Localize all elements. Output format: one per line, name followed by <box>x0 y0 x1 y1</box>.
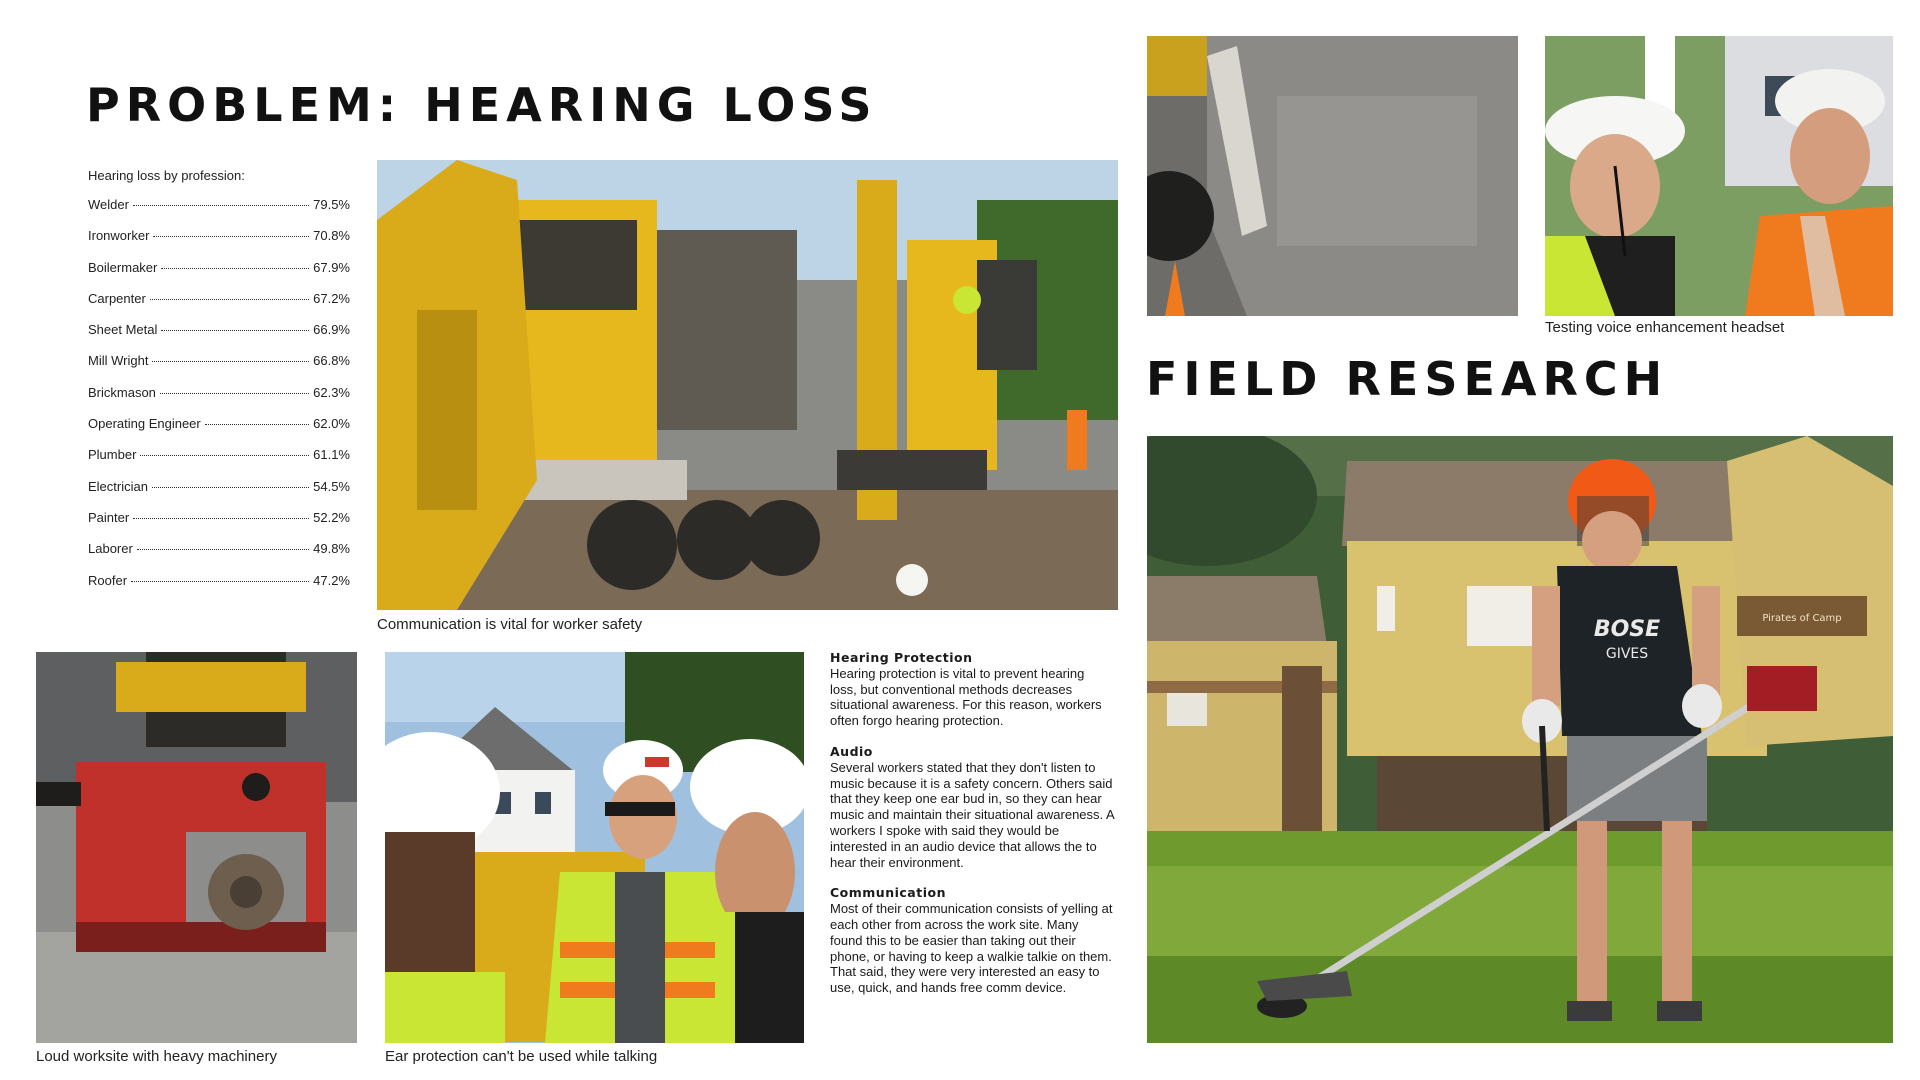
talking-caption: Ear protection can't be used while talking <box>385 1048 658 1065</box>
stat-value: 47.2% <box>313 572 350 588</box>
stat-leader-dots <box>160 393 309 394</box>
stat-profession: Operating Engineer <box>88 416 201 432</box>
note-heading: Communication <box>830 885 946 901</box>
stat-value: 62.3% <box>313 384 350 400</box>
stat-leader-dots <box>152 487 309 488</box>
note-block <box>830 650 1114 729</box>
stat-leader-dots <box>161 330 309 331</box>
stat-value: 61.1% <box>313 447 350 463</box>
stat-value: 62.0% <box>313 416 350 432</box>
stat-row <box>88 447 350 478</box>
note-body: Several workers stated that they don't listen to music because it is a safety concern. Others said that they keep one ear bud in, so they can hear music and maintain their situational awareness. A workers I spoke with said they would be interested in an audio device that allows the to hear their environment. <box>830 759 1114 870</box>
stat-leader-dots <box>137 549 309 550</box>
stat-profession: Electrician <box>88 478 148 494</box>
stat-leader-dots <box>133 205 309 206</box>
stat-row <box>88 416 350 447</box>
stat-profession: Brickmason <box>88 384 156 400</box>
stat-profession: Boilermaker <box>88 259 158 275</box>
note-body: Hearing protection is vital to prevent hearing loss, but conventional methods decreases situational awareness. For this reason, workers often forgo hearing protection. <box>830 665 1102 729</box>
stat-leader-dots <box>152 361 309 362</box>
stat-value: 49.8% <box>313 541 350 557</box>
gravel-bucket-photo <box>1147 36 1518 316</box>
note-heading: Hearing Protection <box>830 650 973 665</box>
note-block <box>830 885 1114 996</box>
stat-leader-dots <box>150 299 309 300</box>
headset-test-photo <box>1545 36 1893 316</box>
stat-row <box>88 260 350 291</box>
note-block <box>830 744 1114 870</box>
problem-heading: PROBLEM: HEARING LOSS <box>86 78 878 132</box>
stat-value: 67.2% <box>313 290 350 306</box>
shirt-sub-text: GIVES <box>1605 646 1649 662</box>
stat-value: 66.9% <box>313 322 350 338</box>
hearing-loss-stats <box>88 166 350 604</box>
camp-sign-text: Pirates of Camp <box>1762 613 1842 624</box>
stats-title: Hearing loss by profession: <box>88 168 245 183</box>
excavation-caption: Communication is vital for worker safety <box>377 616 643 633</box>
stat-value: 70.8% <box>313 228 350 244</box>
stat-leader-dots <box>133 518 309 519</box>
stat-row <box>88 353 350 384</box>
stat-row <box>88 228 350 259</box>
stat-value: 54.5% <box>313 478 350 494</box>
stat-value: 67.9% <box>313 259 350 275</box>
shirt-logo-text: BOSE <box>1593 617 1661 642</box>
stat-row <box>88 291 350 322</box>
field-research-heading: FIELD RESEARCH <box>1146 352 1669 406</box>
stat-profession: Roofer <box>88 572 128 588</box>
stat-leader-dots <box>140 455 309 456</box>
stat-leader-dots <box>153 236 309 237</box>
talking-workers-photo <box>385 652 804 1043</box>
stat-leader-dots <box>205 424 309 425</box>
stat-row <box>88 479 350 510</box>
stat-profession: Painter <box>88 509 130 525</box>
stat-row <box>88 385 350 416</box>
compactor-caption: Loud worksite with heavy machinery <box>36 1048 277 1065</box>
stat-value: 79.5% <box>313 197 350 212</box>
headset-caption: Testing voice enhancement headset <box>1545 319 1785 336</box>
stat-row <box>88 510 350 541</box>
stat-value: 52.2% <box>313 509 350 525</box>
stat-profession: Sheet Metal <box>88 322 158 338</box>
compactor-photo <box>36 652 357 1043</box>
stat-profession: Plumber <box>88 447 137 463</box>
stat-row <box>88 541 350 572</box>
stat-value: 66.8% <box>313 353 350 369</box>
stat-profession: Laborer <box>88 541 133 557</box>
trimmer-test-photo <box>1147 436 1893 1043</box>
note-heading: Audio <box>830 743 873 759</box>
stat-profession: Welder <box>88 197 129 212</box>
stat-leader-dots <box>161 268 309 269</box>
stat-profession: Carpenter <box>88 290 146 306</box>
note-body: Most of their communication consists of yelling at each other from across the work site. Many found this to be easier than taking out their phone, or having to keep a walkie talkie on them. That said, they were very interested an easy to use, quick, and hands free comm device. <box>830 901 1113 996</box>
stat-profession: Mill Wright <box>88 353 149 369</box>
stat-leader-dots <box>131 581 309 582</box>
stat-profession: Ironworker <box>88 228 150 244</box>
stat-row <box>88 573 350 604</box>
stat-row <box>88 322 350 353</box>
excavation-photo <box>377 160 1118 610</box>
stat-row <box>88 197 350 228</box>
notes-column <box>830 650 1114 1011</box>
